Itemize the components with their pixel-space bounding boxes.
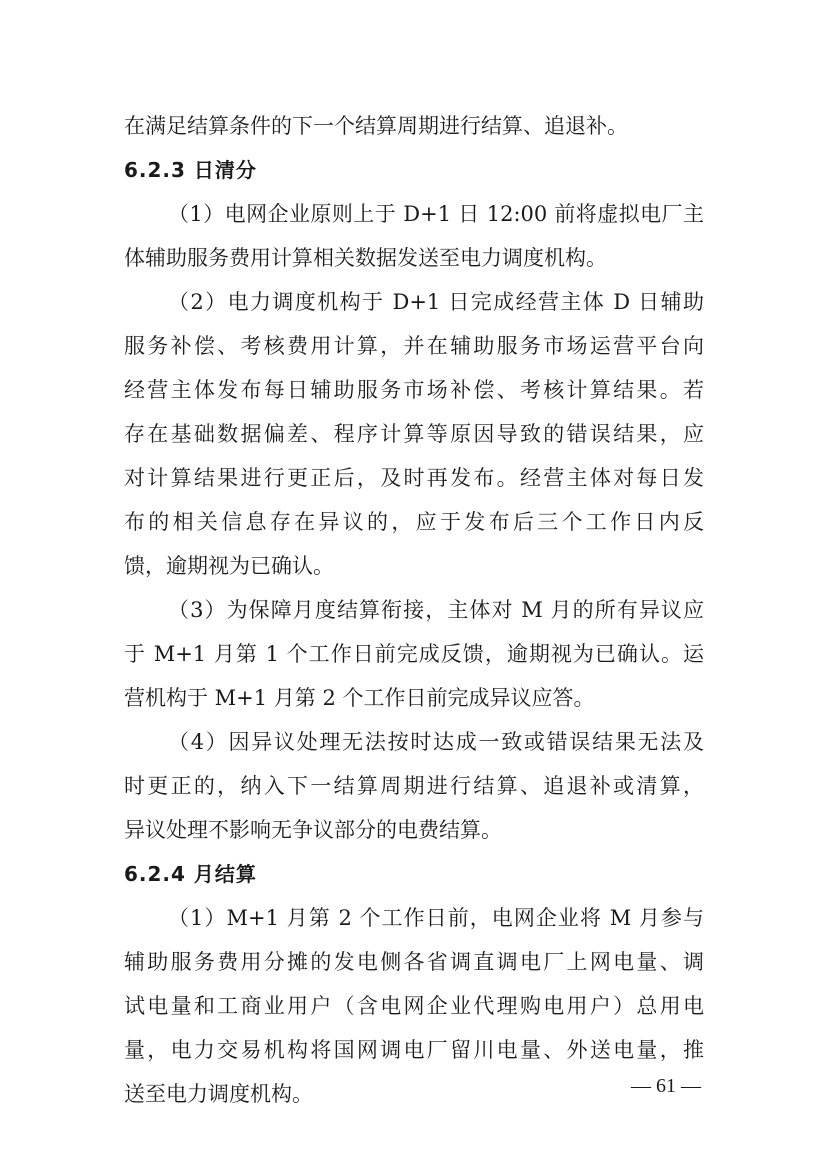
- paragraph-line: 存在基础数据偏差、程序计算等原因导致的错误结果，应: [124, 422, 704, 446]
- paragraph-line: 服务补偿、考核费用计算，并在辅助服务市场运营平台向: [124, 334, 704, 358]
- paragraph-line: 在满足结算条件的下一个结算周期进行结算、追退补。: [124, 114, 628, 138]
- page-number: — 61 —: [631, 1075, 701, 1097]
- paragraph-line: 试电量和工商业用户（含电网企业代理购电用户）总用电: [124, 994, 704, 1018]
- paragraph-line: （1）M+1 月第 2 个工作日前，电网企业将 M 月参与: [168, 906, 704, 930]
- paragraph-line: 异议处理不影响无争议部分的电费结算。: [124, 818, 502, 842]
- document-body: [124, 104, 704, 1116]
- paragraph-line: （1）电网企业原则上于 D+1 日 12:00 前将虚拟电厂主: [168, 202, 704, 226]
- paragraph-line: 营机构于 M+1 月第 2 个工作日前完成异议应答。: [124, 686, 595, 710]
- paragraph-line: 辅助服务费用分摊的发电侧各省调直调电厂上网电量、调: [124, 950, 704, 974]
- paragraph-line: （4）因异议处理无法按时达成一致或错误结果无法及: [168, 730, 704, 754]
- paragraph-line: （2）电力调度机构于 D+1 日完成经营主体 D 日辅助: [168, 290, 704, 314]
- section-heading-6-2-4: 6.2.4 月结算: [124, 862, 257, 886]
- paragraph-line: 布的相关信息存在异议的，应于发布后三个工作日内反: [124, 510, 704, 534]
- paragraph-line: 对计算结果进行更正后，及时再发布。经营主体对每日发: [124, 466, 704, 490]
- paragraph-line: 经营主体发布每日辅助服务市场补偿、考核计算结果。若: [124, 378, 704, 402]
- paragraph-line: 馈，逾期视为已确认。: [124, 554, 334, 578]
- paragraph-line: 时更正的，纳入下一结算周期进行结算、追退补或清算，: [124, 774, 704, 798]
- paragraph-line: 量，电力交易机构将国网调电厂留川电量、外送电量，推: [124, 1038, 704, 1062]
- paragraph-line: 体辅助服务费用计算相关数据发送至电力调度机构。: [124, 246, 607, 270]
- paragraph-line: （3）为保障月度结算衔接，主体对 M 月的所有异议应: [168, 598, 704, 622]
- section-heading-6-2-3: 6.2.3 日清分: [124, 158, 257, 182]
- paragraph-line: 于 M+1 月第 1 个工作日前完成反馈，逾期视为已确认。运: [124, 642, 704, 666]
- paragraph-line: 送至电力调度机构。: [124, 1082, 313, 1106]
